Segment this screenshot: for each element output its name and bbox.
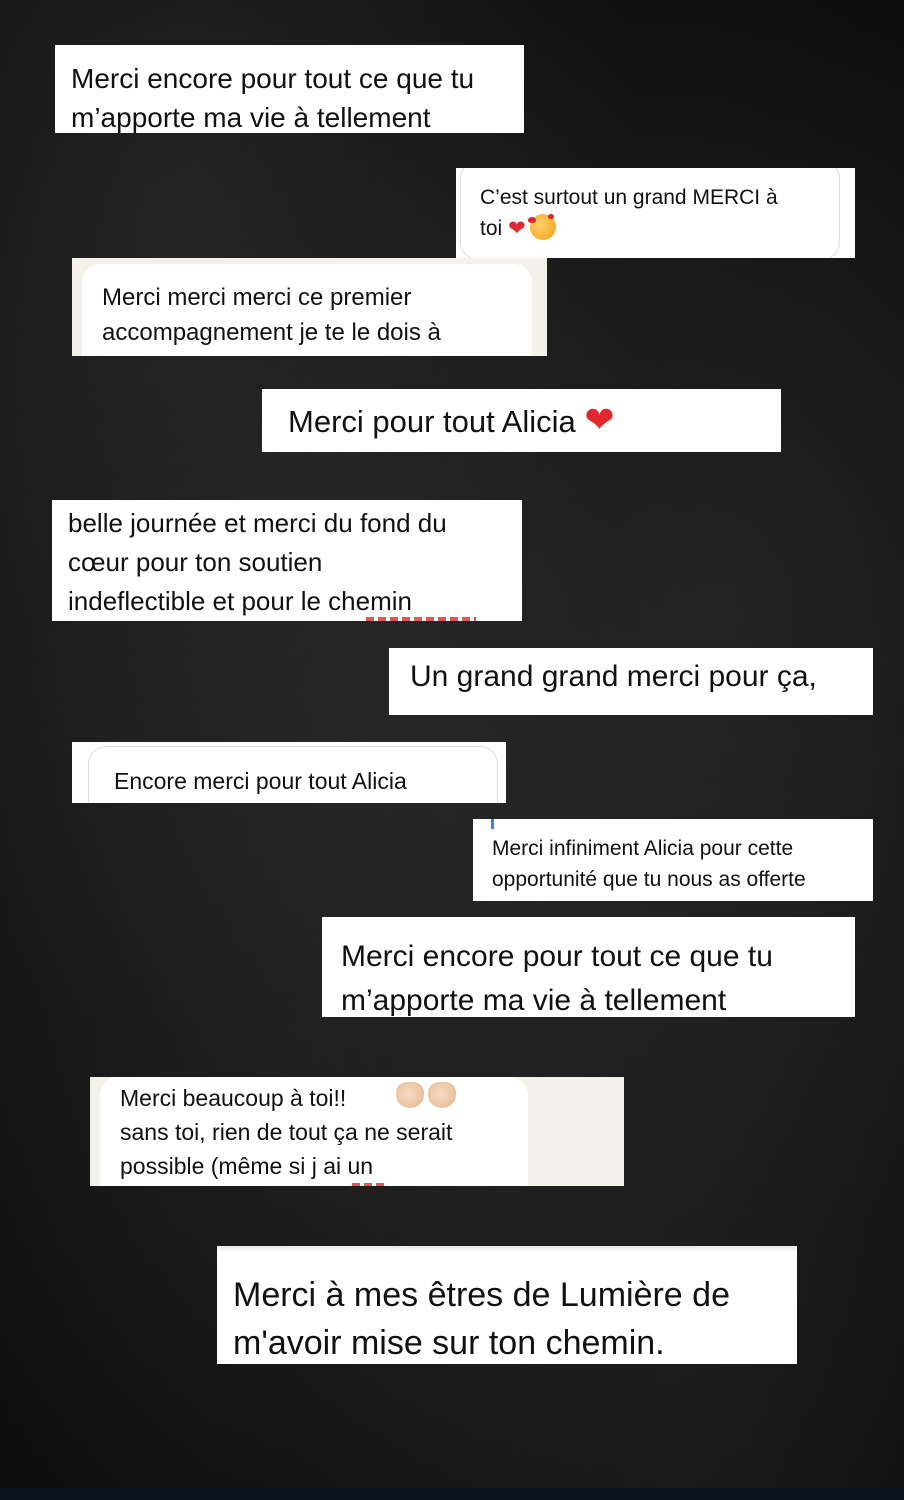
message-text: Merci encore pour tout ce que tu m’apporte ma vie à tellement	[341, 940, 773, 1017]
smiling-face-with-hearts-icon	[530, 214, 556, 240]
message-text: Un grand grand merci pour ça,	[410, 660, 817, 693]
message-clip-9	[322, 917, 855, 1017]
message-clip-7	[72, 742, 506, 803]
message-text: Merci merci merci ce premier accompagnement je te le dois à	[102, 284, 441, 346]
message-text-content: C’est surtout un grand MERCI à toi	[480, 186, 778, 240]
red-heart-icon: ❤	[584, 400, 615, 441]
message-clip-2	[456, 168, 855, 258]
reply-indicator	[491, 819, 494, 829]
message-clip-1	[55, 45, 524, 133]
clapping-hands-icon	[396, 1082, 424, 1108]
message-text: Encore merci pour tout Alicia	[114, 768, 407, 794]
message-text-content: Merci beaucoup à toi!! sans toi, rien de tout ça ne serait possible (même si j ai un	[120, 1085, 453, 1179]
red-heart-icon: ❤	[508, 216, 526, 240]
message-clip-11	[217, 1246, 797, 1364]
message-text	[288, 401, 615, 442]
message-clip-4	[262, 389, 781, 452]
message-clip-6	[389, 648, 873, 715]
message-clip-5	[52, 500, 522, 621]
message-clip-8	[473, 819, 873, 901]
message-text: Merci à mes êtres de Lumière de m'avoir mise sur ton chemin.	[233, 1276, 730, 1362]
cut-off-emoji-row	[352, 1183, 386, 1186]
message-clip-10	[90, 1077, 624, 1186]
message-text: Merci encore pour tout ce que tu m’apporte ma vie à tellement	[71, 63, 475, 133]
message-text: Merci infiniment Alicia pour cette opportunité que tu nous as offerte	[492, 837, 806, 891]
bottom-bar	[0, 1488, 904, 1500]
message-clip-3	[72, 258, 547, 356]
cut-off-emoji-row	[366, 617, 476, 621]
message-text-content: Merci pour tout Alicia	[288, 404, 576, 439]
clapping-hands-icon	[428, 1082, 456, 1108]
emoji-row	[392, 1082, 456, 1108]
message-text: belle journée et merci du fond du cœur pour ton soutien indeflectible et pour le chemin	[68, 508, 447, 616]
message-text	[480, 183, 778, 244]
top-shadow	[217, 1246, 797, 1252]
